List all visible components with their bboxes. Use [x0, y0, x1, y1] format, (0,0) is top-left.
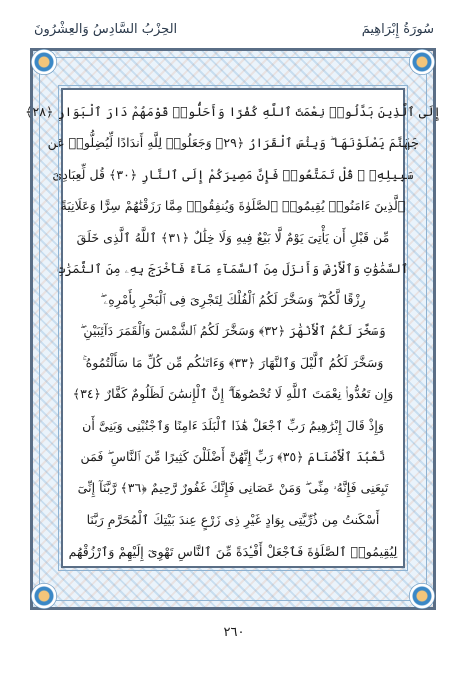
corner-ornament-icon: [409, 583, 435, 609]
hizb-title: الحِزْبُ السَّادِسُ وَالعِشْرُونَ: [34, 21, 178, 37]
page-header: [34, 18, 434, 40]
verse-line: ٱلَّذِينَ ءَامَنُوا۟ يُقِيمُوا۟ ٱلصَّلَوٰةَ وَيُنفِقُوا۟ مِمَّا رَزَقْنَٰهُمْ سِرًّا وَعَلَانِيَةً: [60, 198, 406, 214]
page-number: ٢٦٠: [223, 625, 245, 640]
verse-line: سَبِيلِهِۦ ۗ قُلْ تَمَتَّعُوا۟ فَإِنَّ مَصِيرَكُمْ إِلَى ٱلنَّارِ ﴿٣٠﴾ قُل لِّعِبَادِىَ: [52, 166, 414, 182]
verse-line: تَبِعَنِى فَإِنَّهُۥ مِنِّى ۖ وَمَنْ عَصَانِى فَإِنَّكَ غَفُورٌ رَّحِيمٌ ﴿٣٦﴾ رَّبَّنَآ إِنِّىٓ: [77, 480, 389, 496]
quran-text-block: [25, 88, 441, 568]
verse-line: وَسَخَّرَ لَكُمُ ٱلْأَنْهَٰرَ ﴿٣٢﴾ وَسَخَّرَ لَكُمُ ٱلشَّمْسَ وَٱلْقَمَرَ دَآئِبَيْنِ ۖ: [80, 323, 386, 339]
verse-line: وَسَخَّرَ لَكُمُ ٱلَّيْلَ وَٱلنَّهَارَ ﴿٣٣﴾ وَءَاتَىٰكُم مِّن كُلِّ مَا سَأَلْتُمُوهُ ۚ: [82, 354, 384, 370]
verse-line: نَّعْبُدَ ٱلْأَصْنَامَ ﴿٣٥﴾ رَبِّ إِنَّهُنَّ أَضْلَلْنَ كَثِيرًا مِّنَ ٱلنَّاسِ ۖ فَمَن: [80, 448, 386, 464]
surah-title: سُورَةُ إِبْرَاهِيمَ: [361, 21, 434, 37]
verse-line: ٱلسَّمَٰوَٰتِ وَٱلْأَرْضَ وَأَنزَلَ مِنَ ٱلسَّمَآءِ مَآءً فَأَخْرَجَ بِهِۦ مِنَ ٱلثَّمَرَٰتِ: [57, 260, 409, 276]
verse-line: أَسْكَنتُ مِن ذُرِّيَّتِى بِوَادٍ غَيْرِ ذِى زَرْعٍ عِندَ بَيْتِكَ ٱلْمُحَرَّمِ رَبَّنَا: [86, 512, 380, 528]
corner-ornament-icon: [31, 583, 57, 609]
corner-ornament-icon: [31, 49, 57, 75]
verse-line: جَهَنَّمَ يَصْلَوْنَهَا ۖ وَبِئْسَ ٱلْقَرَارُ ﴿٢٩﴾ وَجَعَلُوا۟ لِلَّهِ أَندَادًا لِّيُضِلُّوا۟ عَن: [47, 135, 419, 151]
corner-ornament-icon: [409, 49, 435, 75]
verse-line: لِيُقِيمُوا۟ ٱلصَّلَوٰةَ فَٱجْعَلْ أَفْـِٔدَةً مِّنَ ٱلنَّاسِ تَهْوِىٓ إِلَيْهِمْ وَٱرْزُقْهُم: [68, 543, 398, 559]
verse-line: إِلَى ٱلَّذِينَ بَدَّلُوا۟ نِعْمَتَ ٱللَّهِ كُفْرًا وَأَحَلُّوا۟ قَوْمَهُمْ دَارَ ٱلْبَوَارِ ﴿٢٨﴾: [25, 104, 441, 120]
verse-line: مِّن قَبْلِ أَن يَأْتِىَ يَوْمٌ لَّا بَيْعٌ فِيهِ وَلَا خِلَٰلٌ ﴿٣١﴾ ٱللَّهُ ٱلَّذِى خَلَقَ: [76, 229, 390, 245]
verse-line: وَإِذْ قَالَ إِبْرَٰهِيمُ رَبِّ ٱجْعَلْ هَٰذَا ٱلْبَلَدَ ءَامِنًا وَٱجْنُبْنِى وَبَنِىَّ أَن: [82, 418, 384, 434]
verse-line: رِزْقًا لَّكُمْ ۖ وَسَخَّرَ لَكُمُ ٱلْفُلْكَ لِتَجْرِىَ فِى ٱلْبَحْرِ بِأَمْرِهِۦ ۖ: [100, 292, 366, 308]
ornamental-frame: [25, 48, 441, 610]
verse-line: وَإِن تَعُدُّوا۟ نِعْمَتَ ٱللَّهِ لَا تُحْصُوهَآ ۗ إِنَّ ٱلْإِنسَٰنَ لَظَلُومٌ كَفَّارٌ ﴿٣٤﴾: [72, 386, 394, 402]
